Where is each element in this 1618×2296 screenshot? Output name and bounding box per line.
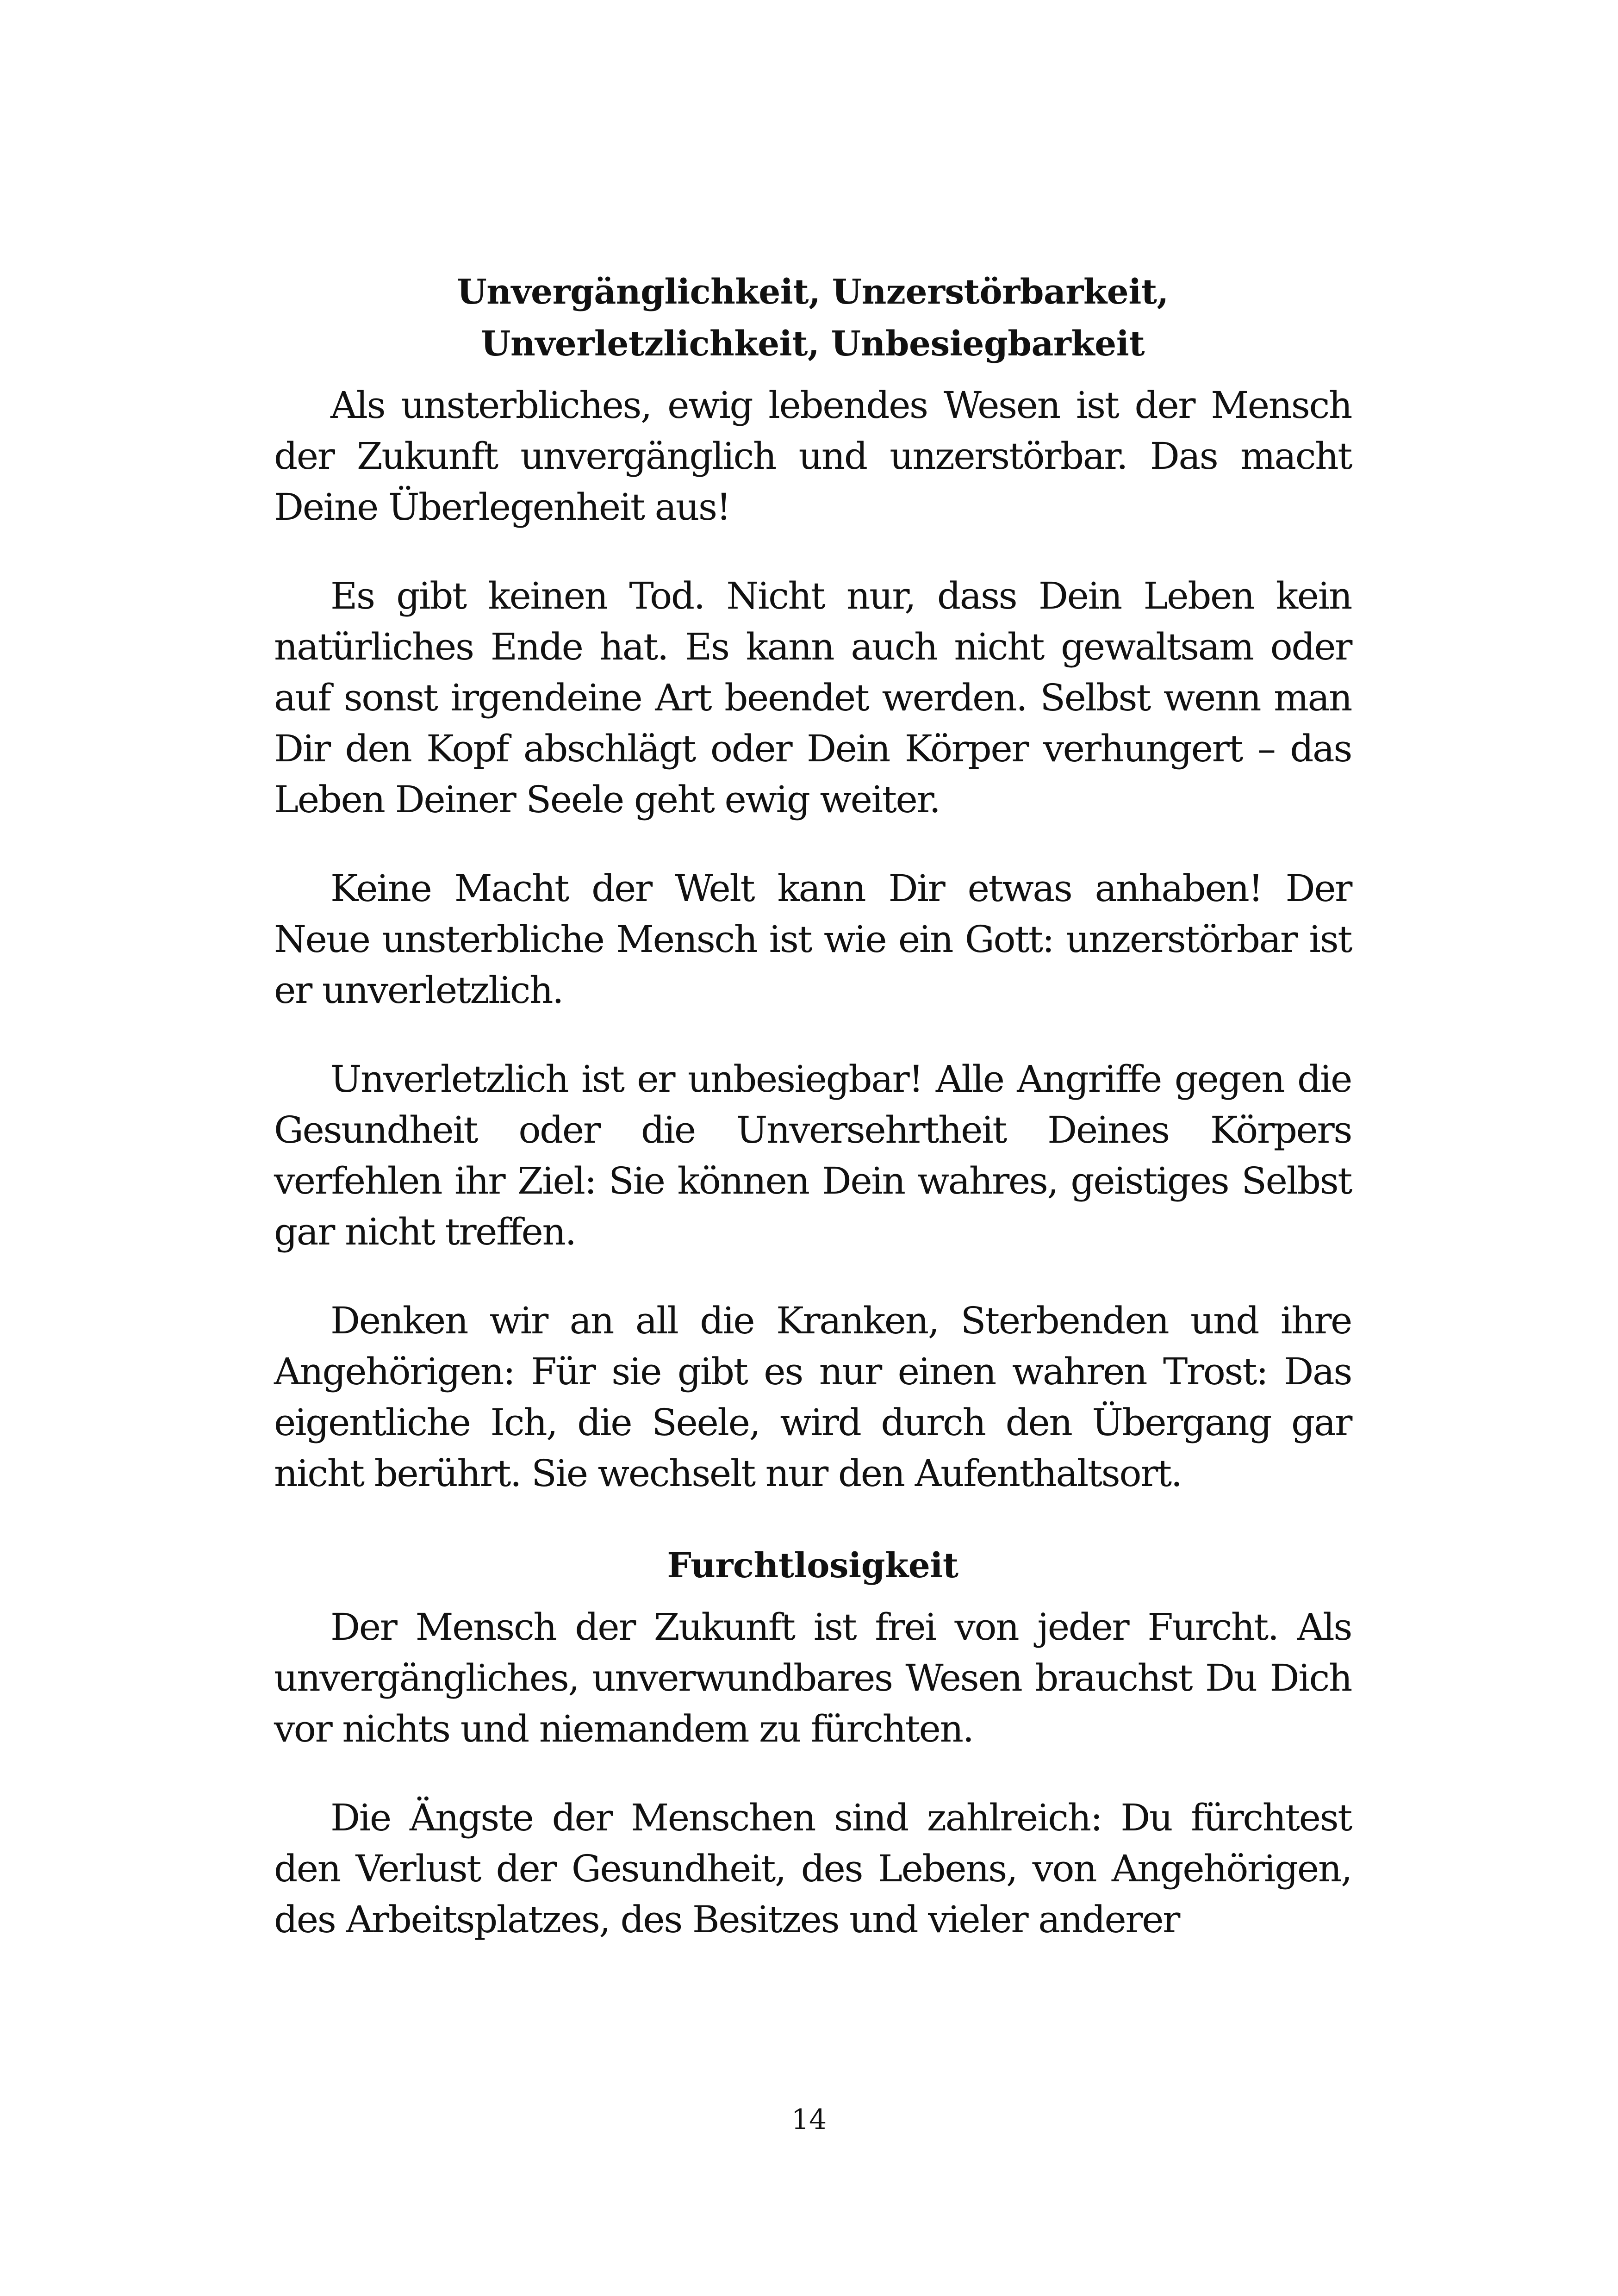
text-block [274,266,1351,1945]
section-heading-unvergaenglichkeit [274,266,1351,370]
paragraph: Unverletzlich ist er unbesiegbar! Alle Angriffe gegen die Gesundheit oder die Unversehrtheit Deines Körpers verfehlen ihr Ziel: Sie können Dein wahres, geistiges Selbst gar nicht treffen. [274,1058,1351,1253]
heading-line-2: Unverletzlichkeit, Unbesiegbarkeit [480,324,1145,364]
paragraph: Die Ängste der Menschen sind zahlreich: Du fürchtest den Verlust der Gesundheit, des Lebens, von Angehörigen, des Arbeitsplatzes, des Besitzes und vieler anderer [274,1796,1351,1941]
paragraph: Es gibt keinen Tod. Nicht nur, dass Dein Leben kein natürliches Ende hat. Es kann auch nicht gewaltsam oder auf sonst irgendeine Art beendet werden. Selbst wenn man Dir den Kopf abschlägt oder Dein Körper verhungert – das Leben Deiner Seele geht ewig weiter. [274,574,1351,821]
paragraph: Der Mensch der Zukunft ist frei von jeder Furcht. Als unvergängliches, unverwundbares Wesen brauchst Du Dich vor nichts und niemandem zu fürchten. [274,1605,1351,1750]
paragraph: Keine Macht der Welt kann Dir etwas anhaben! Der Neue unsterbliche Mensch ist wie ein Gott: unzerstörbar ist er unverletzlich. [274,867,1351,1012]
heading-line-1: Unvergänglichkeit, Unzerstörbarkeit, [457,272,1169,312]
paragraph: Denken wir an all die Kranken, Sterbenden und ihre Angehörigen: Für sie gibt es nur einen wahren Trost: Das eigentliche Ich, die Seele, wird durch den Übergang gar nicht berührt. Sie wechselt nur den Aufenthaltsort. [274,1299,1351,1495]
paragraph: Als unsterbliches, ewig lebendes Wesen ist der Mensch der Zukunft unvergänglich und unzerstörbar. Das macht Deine Überlegenheit aus! [274,384,1351,529]
section-heading-furchtlosigkeit: Furchtlosigkeit [667,1546,958,1586]
page-number: 14 [791,2103,827,2136]
